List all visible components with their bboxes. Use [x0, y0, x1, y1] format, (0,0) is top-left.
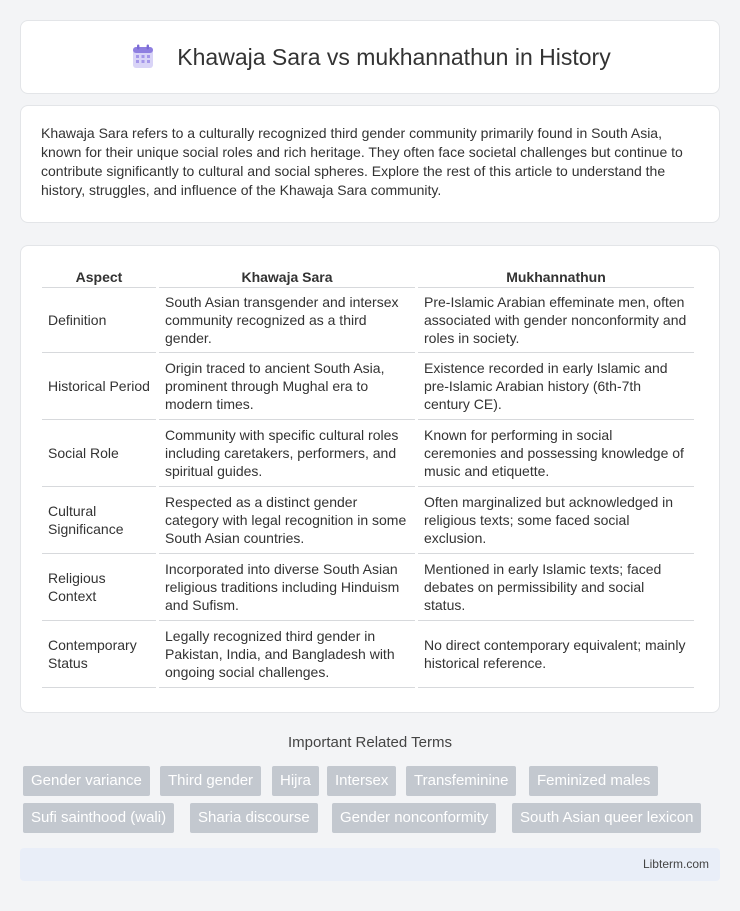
- table-row: [42, 420, 694, 487]
- comparison-table-card: [20, 245, 720, 713]
- header-mukhannathun: Mukhannathun: [418, 266, 694, 288]
- footer-brand-link[interactable]: Libterm.com: [642, 857, 709, 871]
- table-row: [42, 554, 694, 621]
- mukhannathun-cell: Known for performing in social ceremonies and possessing knowledge of music and etiquette.: [418, 420, 694, 487]
- table-row: [42, 487, 694, 554]
- related-term-tag[interactable]: Sufi sainthood (wali): [23, 803, 174, 833]
- aspect-cell: Religious Context: [42, 554, 156, 621]
- khawaja-sara-cell: South Asian transgender and intersex community recognized as a third gender.: [159, 288, 415, 353]
- related-term-tag[interactable]: Gender nonconformity: [332, 803, 496, 833]
- related-term-tag[interactable]: Transfeminine: [406, 766, 516, 796]
- khawaja-sara-cell: Origin traced to ancient South Asia, prominent through Mughal era to modern times.: [159, 353, 415, 420]
- aspect-cell: Definition: [42, 288, 156, 353]
- aspect-cell: Historical Period: [42, 353, 156, 420]
- khawaja-sara-cell: Respected as a distinct gender category with legal recognition in some South Asian countries.: [159, 487, 415, 554]
- intro-text: Khawaja Sara refers to a culturally recognized third gender community primarily found in South Asia, known for their unique social roles and rich heritage. They often face societal challenges but continue to contribute significantly to cultural and social spheres. Explore the rest of this article to understand the history, struggles, and influence of the Khawaja Sara community.: [41, 125, 683, 198]
- title-card: [20, 20, 720, 94]
- related-term-tag[interactable]: Intersex: [327, 766, 396, 796]
- aspect-cell: Contemporary Status: [42, 621, 156, 688]
- related-term-tag[interactable]: Hijra: [272, 766, 319, 796]
- comparison-table: [39, 266, 697, 688]
- table-row: [42, 621, 694, 688]
- header-khawaja-sara: Khawaja Sara: [159, 266, 415, 288]
- aspect-cell: Cultural Significance: [42, 487, 156, 554]
- page-title: Khawaja Sara vs mukhannathun in History: [177, 43, 611, 70]
- khawaja-sara-cell: Incorporated into diverse South Asian religious traditions including Hinduism and Sufism.: [159, 554, 415, 621]
- mukhannathun-cell: Existence recorded in early Islamic and pre-Islamic Arabian history (6th-7th century CE).: [418, 353, 694, 420]
- table-row: [42, 288, 694, 353]
- related-term-tag[interactable]: Sharia discourse: [190, 803, 318, 833]
- mukhannathun-cell: No direct contemporary equivalent; mainly historical reference.: [418, 621, 694, 688]
- related-term-tag[interactable]: Gender variance: [23, 766, 150, 796]
- document-grid-icon: [129, 43, 157, 71]
- footer: [20, 848, 720, 881]
- mukhannathun-cell: Pre-Islamic Arabian effeminate men, often associated with gender nonconformity and roles in society.: [418, 288, 694, 353]
- table-row: [42, 353, 694, 420]
- khawaja-sara-cell: Legally recognized third gender in Pakistan, India, and Bangladesh with ongoing social challenges.: [159, 621, 415, 688]
- mukhannathun-cell: Often marginalized but acknowledged in religious texts; some faced social exclusion.: [418, 487, 694, 554]
- header-aspect: Aspect: [42, 266, 156, 288]
- related-term-tag[interactable]: South Asian queer lexicon: [512, 803, 701, 833]
- related-terms-title: Important Related Terms: [288, 734, 452, 751]
- aspect-cell: Social Role: [42, 420, 156, 487]
- table-header-row: [42, 266, 694, 288]
- related-term-tag[interactable]: Third gender: [160, 766, 261, 796]
- khawaja-sara-cell: Community with specific cultural roles including caretakers, performers, and spiritual guides.: [159, 420, 415, 487]
- mukhannathun-cell: Mentioned in early Islamic texts; faced debates on permissibility and social status.: [418, 554, 694, 621]
- intro-card: [20, 105, 720, 223]
- related-term-tag[interactable]: Feminized males: [529, 766, 658, 796]
